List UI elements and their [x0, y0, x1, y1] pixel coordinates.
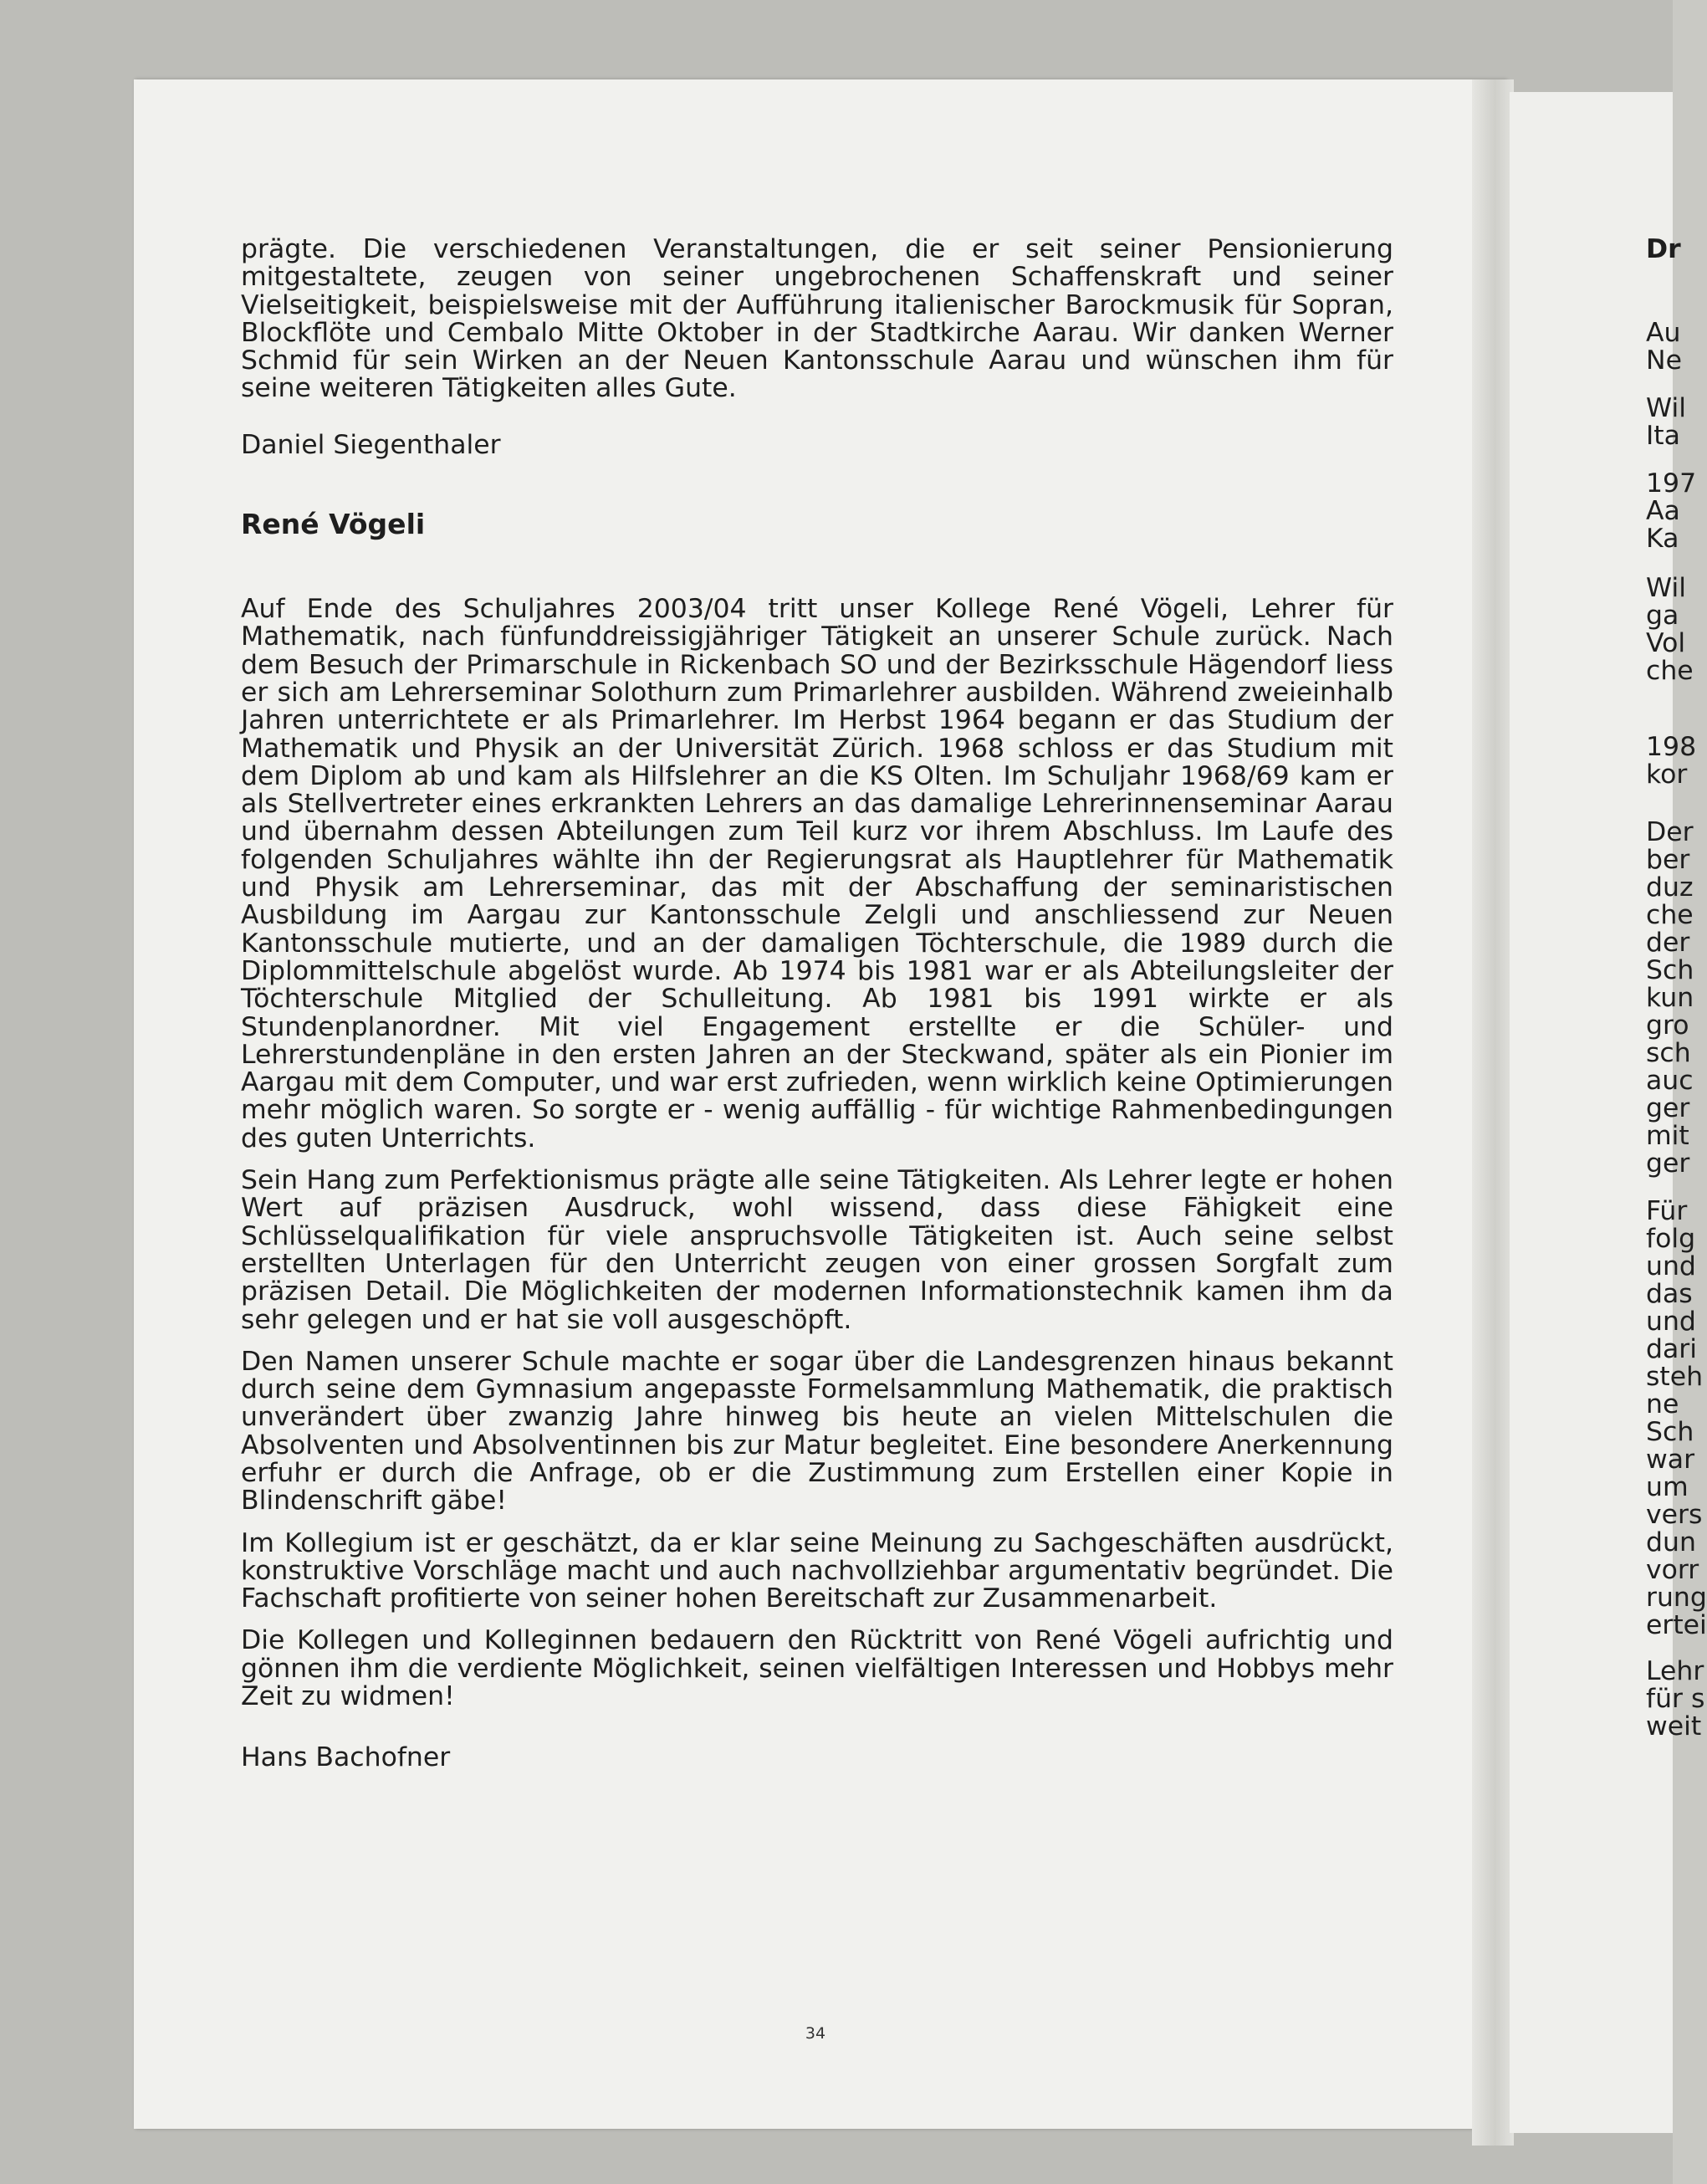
- paragraph-1: Auf Ende des Schuljahres 2003/04 tritt unser Kollege René Vögeli, Lehrer für Mathematik, nach fünfunddreissigjähriger Tätigkeit an unserer Schule zurück. Nach dem Besuch der Primarschule in Rickenbach SO und der Bezirksschule Hägendorf liess er sich am Lehrerseminar Solothurn zum Primarlehrer ausbilden. Während zweieinhalb Jahren unterrichtete er als Primarlehrer. Im Herbst 1964 begann er das Studium der Mathematik und Physik an der Universität Zürich. 1968 schloss er das Studium mit dem Diplom ab und kam als Hilfslehrer an die KS Olten. Im Schuljahr 1968/69 kam er als Stellvertreter eines erkrankten Lehrers an das damalige Lehrerinnenseminar Aarau und übernahm dessen Abteilungen zum Teil kurz vor ihrem Abschluss. Im Laufe des folgenden Schuljahres wählte ihn der Regierungsrat als Hauptlehrer für Mathematik und Physik am Lehrerseminar, das mit der Abschaffung der seminaristischen Ausbildung im Aargau zur Kantonsschule Zelgli und anschliessend zur Neuen Kantonsschule mutierte, und an der damaligen Töchterschule, die 1989 durch die Diplommittelschule abgelöst wurde. Ab 1974 bis 1981 war er als Abteilungsleiter der Töchterschule Mitglied der Schulleitung. Ab 1981 bis 1991 wirkte er als Stundenplanordner. Mit viel Engagement erstellte er die Schüler- und Lehrerstundenpläne in den ersten Jahren an der Steckwand, später als ein Pionier im Aargau mit dem Computer, und war erst zufrieden, wenn wirklich keine Optimierungen mehr möglich waren. So sorgte er - wenig auffällig - für wichtige Rahmenbedingungen des guten Unterrichts.: [241, 594, 1393, 1153]
- right-line: Ita: [1646, 421, 1680, 451]
- page-number: 34: [805, 2024, 826, 2043]
- right-line: gro: [1646, 1010, 1689, 1041]
- right-line: che: [1646, 900, 1694, 930]
- right-line: dari: [1646, 1334, 1698, 1364]
- right-line: Ka: [1646, 524, 1679, 554]
- right-line: ber: [1646, 845, 1690, 875]
- book-gutter: [1472, 79, 1514, 2146]
- right-line: Lehr: [1646, 1656, 1704, 1686]
- right-heading-fragment: Dr: [1646, 234, 1681, 264]
- signature-hans-bachofner: Hans Bachofner: [241, 1742, 451, 1773]
- right-line: das: [1646, 1279, 1693, 1309]
- right-line: ga: [1646, 601, 1679, 631]
- section-heading-rene-voegeli: René Vögeli: [241, 508, 426, 541]
- right-line: sch: [1646, 1038, 1691, 1068]
- right-line: für s: [1646, 1684, 1705, 1714]
- right-line: Aa: [1646, 496, 1680, 526]
- right-line: Für: [1646, 1196, 1688, 1226]
- right-line: ertei: [1646, 1610, 1707, 1640]
- paragraph-3: Den Namen unserer Schule machte er sogar über die Landesgrenzen hinaus bekannt durch seine dem Gymnasium angepasste Formelsammlung Mathematik, die praktisch unverändert über zwanzig Jahre hinweg bis heute an vielen Mittelschulen die Absolventen und Absolventinnen bis zur Matur begleitet. Eine besondere Anerkennung erfuhr er durch die Anfrage, ob er die Zustimmung zum Erstellen einer Kopie in Blindenschrift gäbe!: [241, 1346, 1393, 1517]
- right-line: ger: [1646, 1148, 1690, 1179]
- right-line: steh: [1646, 1362, 1704, 1392]
- paragraph-2: Sein Hang zum Perfektionismus prägte alle seine Tätigkeiten. Als Lehrer legte er hohen Wert auf präzisen Ausdruck, wohl wissend, dass diese Fähigkeit eine Schlüsselqualifikation für viele anspruchsvolle Tätigkeiten ist. Auch seine selbst erstellten Unterlagen für den Unterricht zeugen von einer grossen Sorgfalt zum präzisen Detail. Die Möglichkeiten der modernen Informationstechnik kamen ihm da sehr gelegen und er hat sie voll ausgeschöpft.: [241, 1165, 1393, 1335]
- right-line: Wil: [1646, 393, 1686, 423]
- right-line: Ne: [1646, 345, 1682, 376]
- right-line: der: [1646, 928, 1690, 958]
- right-line: ger: [1646, 1093, 1690, 1123]
- right-line: und: [1646, 1251, 1696, 1281]
- paragraph-5: Die Kollegen und Kolleginnen bedauern den Rücktritt von René Vögeli aufrichtig und gönnen ihm die verdiente Möglichkeit, seinen vielfältigen Interessen und Hobbys mehr Zeit zu widmen!: [241, 1625, 1393, 1712]
- right-line: vorr: [1646, 1555, 1699, 1585]
- right-line: vers: [1646, 1500, 1703, 1530]
- right-line: rung: [1646, 1583, 1707, 1613]
- article-body: [241, 236, 1393, 1772]
- right-line: um: [1646, 1472, 1689, 1502]
- right-line: che: [1646, 656, 1694, 686]
- right-line: Au: [1646, 318, 1681, 348]
- right-line: dun: [1646, 1527, 1696, 1557]
- right-line: auc: [1646, 1066, 1694, 1096]
- right-line: mit: [1646, 1121, 1689, 1151]
- right-line: duz: [1646, 872, 1694, 903]
- intro-paragraph: prägte. Die verschiedenen Veranstaltungen, die er seit seiner Pensionierung mitgestaltete, zeugen von seiner ungebrochenen Schaffenskraft und seiner Vielseitigkeit, beispielsweise mit der Aufführung italienischer Barockmusik für Sopran, Blockflöte und Cembalo Mitte Oktober in der Stadtkirche Aarau. Wir danken Werner Schmid für sein Wirken an der Neuen Kantonsschule Aarau und wünschen ihm für seine weiteren Tätigkeiten alles Gute.: [241, 234, 1393, 404]
- right-line: Vol: [1646, 628, 1686, 658]
- right-line: ne: [1646, 1389, 1679, 1419]
- right-line: kun: [1646, 983, 1694, 1013]
- right-line: war: [1646, 1445, 1695, 1475]
- paragraph-4: Im Kollegium ist er geschätzt, da er klar seine Meinung zu Sachgeschäften ausdrückt, konstruktive Vorschläge macht und auch nachvollziehbar argumentativ begründet. Die Fachschaft profitierte von seiner hohen Bereitschaft zur Zusammenarbeit.: [241, 1527, 1393, 1614]
- right-line: folg: [1646, 1224, 1696, 1254]
- right-line: 197: [1646, 468, 1697, 499]
- right-line: weit: [1646, 1711, 1702, 1742]
- right-line: kor: [1646, 760, 1688, 790]
- right-line: Sch: [1646, 955, 1694, 985]
- right-line: und: [1646, 1307, 1696, 1337]
- right-line: 198: [1646, 732, 1697, 762]
- right-line: Wil: [1646, 573, 1686, 603]
- right-line: Der: [1646, 817, 1694, 847]
- right-line: Sch: [1646, 1417, 1694, 1447]
- signature-daniel-siegenthaler: Daniel Siegenthaler: [241, 429, 501, 460]
